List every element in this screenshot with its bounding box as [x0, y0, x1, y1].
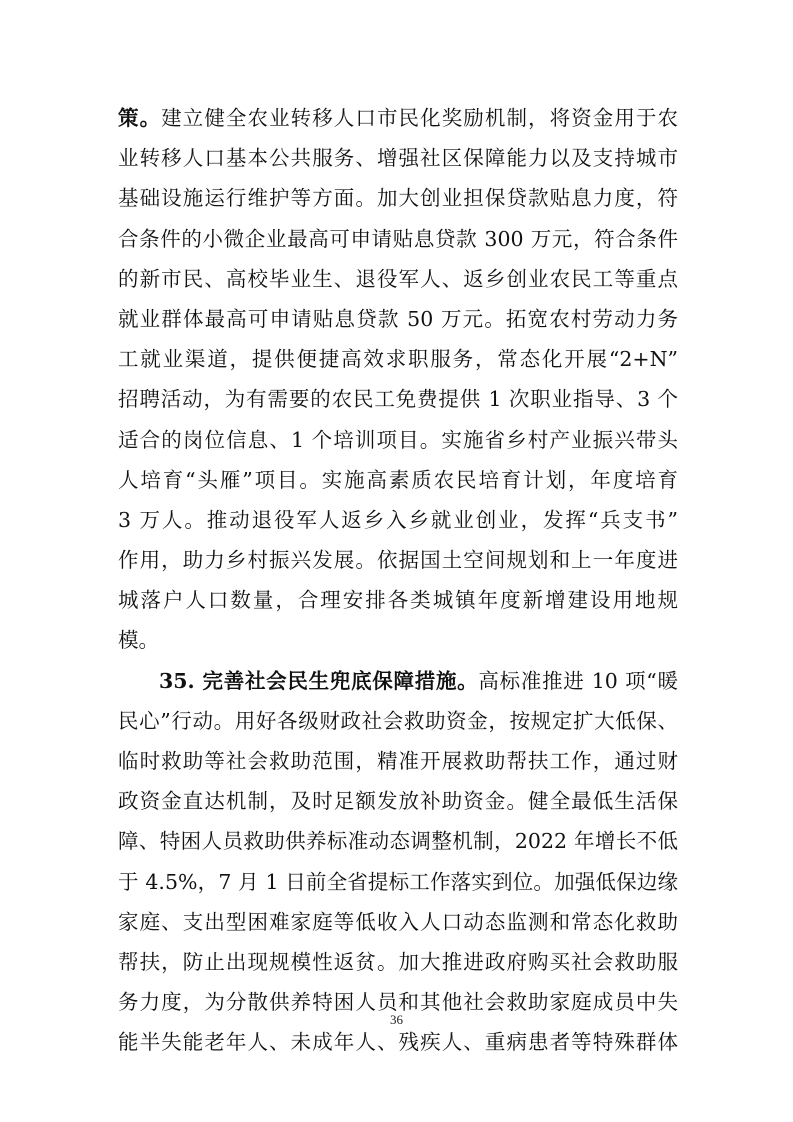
- line-text: 业转移人口基本公共服务、增强社区保障能力以及支持城市: [118, 146, 678, 171]
- line-text: 障、特困人员救助供养标准动态调整机制，2022 年增长不低: [118, 829, 678, 854]
- text-line: [118, 138, 678, 178]
- line-text: 能半失能老年人、未成年人、残疾人、重病患者等特殊群体: [118, 1030, 678, 1055]
- line-text: 适合的岗位信息、1 个培训项目。实施省乡村产业振兴带头: [118, 427, 678, 452]
- page-number: 36: [390, 1012, 403, 1027]
- text-line: [118, 379, 678, 419]
- text-line: [118, 98, 678, 138]
- line-text: 合条件的小微企业最高可申请贴息贷款 300 万元，符合条件: [118, 226, 678, 251]
- text-line: [118, 259, 678, 299]
- line-text: 政资金直达机制，及时足额发放补助资金。健全最低生活保: [118, 789, 678, 814]
- text-line: [118, 701, 678, 741]
- line-text: 高标准推进 10 项“暖: [478, 668, 678, 693]
- body-text: [118, 98, 678, 1063]
- text-line: [118, 942, 678, 982]
- line-text: 作用，助力乡村振兴发展。依据国土空间规划和上一年度进: [118, 548, 678, 573]
- line-text: 城落户人口数量，合理安排各类城镇年度新增建设用地规: [118, 588, 678, 613]
- text-line: [118, 500, 678, 540]
- text-line: [118, 1022, 678, 1062]
- section-heading: 35. 完善社会民生兜底保障措施。: [159, 668, 479, 693]
- text-line: [118, 580, 678, 620]
- line-text: 于 4.5%，7 月 1 日前全省提标工作落实到位。加强低保边缘: [118, 869, 678, 894]
- text-line: [118, 420, 678, 460]
- line-text: 模。: [118, 628, 159, 653]
- line-text: 就业群体最高可申请贴息贷款 50 万元。拓宽农村劳动力务: [118, 306, 678, 331]
- line-text: 工就业渠道，提供便捷高效求职服务，常态化开展“2+N”: [118, 347, 678, 372]
- text-line: [118, 299, 678, 339]
- text-line: [118, 781, 678, 821]
- text-line: [118, 219, 678, 259]
- text-line: [118, 862, 678, 902]
- text-line: [118, 741, 678, 781]
- text-line: [118, 902, 678, 942]
- text-line: [118, 460, 678, 500]
- line-text: 的新市民、高校毕业生、退役军人、返乡创业农民工等重点: [118, 266, 678, 291]
- text-line: [118, 821, 678, 861]
- line-text: 家庭、支出型困难家庭等低收入人口动态监测和常态化救助: [118, 909, 678, 934]
- bold-lead: 策。: [118, 106, 162, 130]
- section-heading-line: [118, 661, 678, 701]
- text-line: [118, 178, 678, 218]
- line-text: 招聘活动，为有需要的农民工免费提供 1 次职业指导、3 个: [118, 387, 678, 412]
- line-text: 帮扶，防止出现规模性返贫。加大推进政府购买社会救助服: [118, 949, 678, 974]
- line-text: 人培育“头雁”项目。实施高素质农民培育计划，年度培育: [118, 467, 678, 492]
- line-text: 建立健全农业转移人口市民化奖励机制，将资金用于农: [161, 106, 678, 130]
- text-line: [118, 620, 678, 660]
- text-line: [118, 339, 678, 379]
- line-text: 务力度，为分散供养特困人员和其他社会救助家庭成员中失: [118, 990, 678, 1015]
- line-text: 基础设施运行维护等方面。加大创业担保贷款贴息力度，符: [118, 186, 678, 211]
- line-text: 3 万人。推动退役军人返乡入乡就业创业，发挥“兵支书”: [118, 507, 678, 532]
- line-text: 临时救助等社会救助范围，精准开展救助帮扶工作，通过财: [118, 749, 678, 773]
- line-text: 民心”行动。用好各级财政社会救助资金，按规定扩大低保、: [118, 708, 678, 733]
- text-line: [118, 540, 678, 580]
